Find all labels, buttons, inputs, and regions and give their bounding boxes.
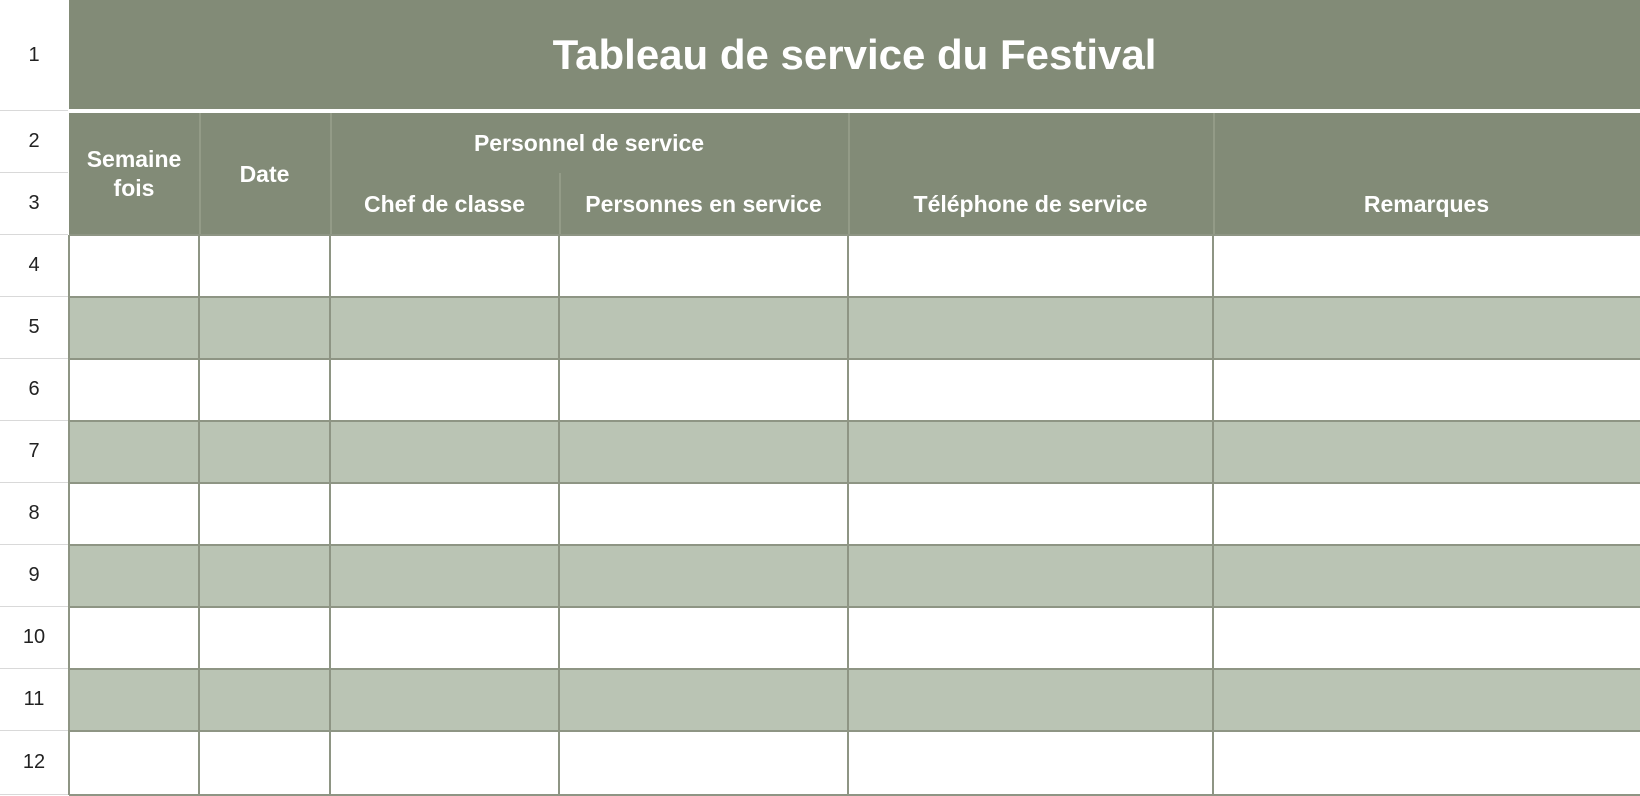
header-personnes-en-service[interactable]: Personnes en service xyxy=(585,190,822,217)
header-week[interactable]: Semaine fois xyxy=(86,146,182,201)
table-cell[interactable] xyxy=(199,483,330,545)
table-cell[interactable] xyxy=(330,669,559,731)
header-divider xyxy=(330,113,332,235)
row-number[interactable]: 2 xyxy=(0,111,68,173)
column-divider xyxy=(198,235,200,795)
row-number[interactable]: 6 xyxy=(0,359,68,421)
sheet-title[interactable]: Tableau de service du Festival xyxy=(69,0,1640,111)
column-divider xyxy=(68,235,70,795)
table-cell[interactable] xyxy=(848,483,1213,545)
table-cell[interactable] xyxy=(1213,669,1640,731)
table-cell[interactable] xyxy=(69,483,199,545)
table-cell[interactable] xyxy=(330,483,559,545)
table-cell[interactable] xyxy=(848,235,1213,297)
table-cell[interactable] xyxy=(848,607,1213,669)
row-number[interactable]: 11 xyxy=(0,669,68,731)
row-divider xyxy=(69,730,1640,732)
table-cell[interactable] xyxy=(848,297,1213,359)
table-cell[interactable] xyxy=(559,731,848,795)
table-cell[interactable] xyxy=(1213,421,1640,483)
table-cell[interactable] xyxy=(1213,297,1640,359)
column-divider xyxy=(847,235,849,795)
row-number[interactable]: 1 xyxy=(0,0,68,111)
column-divider xyxy=(558,235,560,795)
table-cell[interactable] xyxy=(1213,359,1640,421)
column-divider xyxy=(1212,235,1214,795)
row-number[interactable]: 8 xyxy=(0,483,68,545)
table-cell[interactable] xyxy=(69,545,199,607)
table-cell[interactable] xyxy=(1213,235,1640,297)
table-cell[interactable] xyxy=(559,359,848,421)
table-cell[interactable] xyxy=(1213,731,1640,795)
table-cell[interactable] xyxy=(69,607,199,669)
table-cell[interactable] xyxy=(559,607,848,669)
table-cell[interactable] xyxy=(559,421,848,483)
table-cell[interactable] xyxy=(848,545,1213,607)
table-cell[interactable] xyxy=(330,421,559,483)
header-divider xyxy=(848,113,850,235)
header-telephone-de-service[interactable]: Téléphone de service xyxy=(913,190,1148,217)
row-number[interactable]: 12 xyxy=(0,731,68,795)
table-cell[interactable] xyxy=(1213,483,1640,545)
table-cell[interactable] xyxy=(199,545,330,607)
row-number[interactable]: 5 xyxy=(0,297,68,359)
table-cell[interactable] xyxy=(559,235,848,297)
table-cell[interactable] xyxy=(199,235,330,297)
table-cell[interactable] xyxy=(330,297,559,359)
row-divider xyxy=(69,606,1640,608)
header-staff-group[interactable]: Personnel de service xyxy=(473,129,705,156)
header-remarques[interactable]: Remarques xyxy=(1363,190,1490,217)
table-cell[interactable] xyxy=(199,731,330,795)
header-date[interactable]: Date xyxy=(239,160,290,187)
table-cell[interactable] xyxy=(330,359,559,421)
table-cell[interactable] xyxy=(199,421,330,483)
row-divider xyxy=(69,668,1640,670)
table-cell[interactable] xyxy=(69,359,199,421)
table-cell[interactable] xyxy=(330,607,559,669)
row-number[interactable]: 9 xyxy=(0,545,68,607)
header-divider xyxy=(199,113,201,235)
table-cell[interactable] xyxy=(69,731,199,795)
row-divider xyxy=(69,420,1640,422)
table-cell[interactable] xyxy=(848,421,1213,483)
table-cell[interactable] xyxy=(69,669,199,731)
table-cell[interactable] xyxy=(69,421,199,483)
table-cell[interactable] xyxy=(559,483,848,545)
column-divider xyxy=(329,235,331,795)
table-cell[interactable] xyxy=(1213,545,1640,607)
table-cell[interactable] xyxy=(330,235,559,297)
row-number[interactable]: 10 xyxy=(0,607,68,669)
table-cell[interactable] xyxy=(559,545,848,607)
table-cell[interactable] xyxy=(1213,607,1640,669)
table-cell[interactable] xyxy=(69,235,199,297)
header-chef-de-classe[interactable]: Chef de classe xyxy=(363,190,526,217)
row-divider xyxy=(69,482,1640,484)
row-number[interactable]: 7 xyxy=(0,421,68,483)
table-cell[interactable] xyxy=(199,607,330,669)
table-cell[interactable] xyxy=(69,297,199,359)
table-cell[interactable] xyxy=(559,297,848,359)
row-divider xyxy=(69,296,1640,298)
table-cell[interactable] xyxy=(330,545,559,607)
row-number[interactable]: 3 xyxy=(0,173,68,235)
table-cell[interactable] xyxy=(848,359,1213,421)
row-divider xyxy=(69,544,1640,546)
row-divider xyxy=(69,358,1640,360)
header-divider xyxy=(1213,113,1215,235)
header-divider xyxy=(559,173,561,235)
table-cell[interactable] xyxy=(330,731,559,795)
table-cell[interactable] xyxy=(199,669,330,731)
row-number[interactable]: 4 xyxy=(0,235,68,297)
row-divider xyxy=(69,234,1640,236)
table-cell[interactable] xyxy=(559,669,848,731)
table-cell[interactable] xyxy=(199,297,330,359)
table-cell[interactable] xyxy=(848,731,1213,795)
table-cell[interactable] xyxy=(199,359,330,421)
table-cell[interactable] xyxy=(848,669,1213,731)
